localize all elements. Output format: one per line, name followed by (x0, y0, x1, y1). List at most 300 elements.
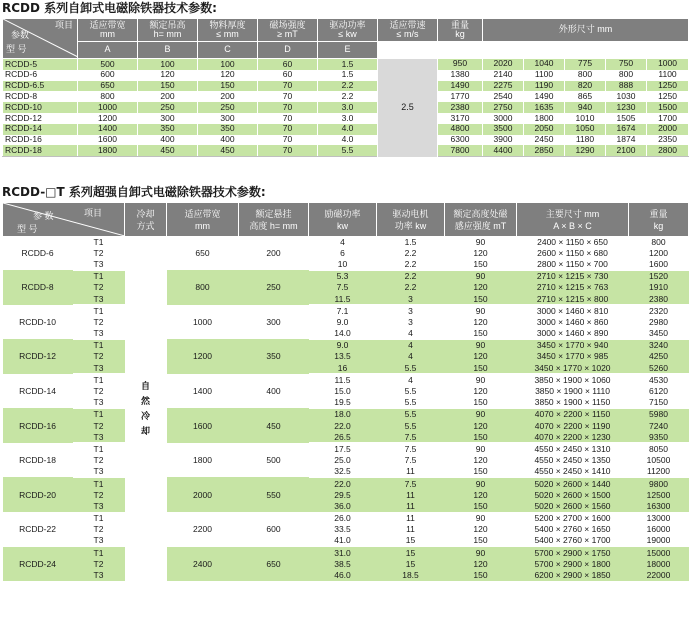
t1-header-dim-e: E (318, 42, 378, 59)
t2-cell-weight: 19000 (629, 535, 689, 547)
t1-cell-field: 70 (258, 135, 318, 146)
t2-cell-dimensions: 5020 × 2600 × 1560 (517, 500, 629, 512)
t1-table-row (3, 91, 689, 102)
t2-cell-induction: 150 (445, 293, 517, 305)
t2-cell-type: T3 (73, 466, 125, 478)
t1-table-row (3, 113, 689, 124)
t2-cell-weight: 16300 (629, 500, 689, 512)
t2-table-row (3, 455, 689, 466)
t2-cell-drive: 4 (377, 328, 445, 340)
t2-table-row (3, 547, 689, 559)
t1-cell-dim-c: 800 (565, 70, 606, 81)
t2-cell-drive: 2.2 (377, 282, 445, 293)
t2-cell-model: RCDD-6 (3, 236, 73, 270)
t2-cell-induction: 120 (445, 558, 517, 569)
t2-table-row (3, 270, 689, 282)
t2-cell-drive: 4 (377, 339, 445, 351)
t2-cell-dimensions: 3850 × 1900 × 1060 (517, 374, 629, 386)
t1-cell-weight: 950 (438, 59, 483, 70)
t2-cell-weight: 9350 (629, 431, 689, 443)
t1-cell-dim-c: 865 (565, 91, 606, 102)
t2-header-height: 额定悬挂 高度 h= mm (239, 203, 309, 236)
t2-cell-height: 350 (239, 339, 309, 374)
t1-cell-weight: 1490 (438, 81, 483, 92)
t2-table-row (3, 524, 689, 535)
t2-cell-drive: 18.5 (377, 569, 445, 581)
t1-cell-weight: 6300 (438, 135, 483, 146)
t1-table-row (3, 81, 689, 92)
t1-header-power: 驱动功率 ≤ kw (318, 19, 378, 42)
t2-cell-excitation: 11.5 (309, 374, 377, 386)
t2-table-row (3, 362, 689, 374)
cooling-char: 自 (140, 380, 150, 391)
t1-cell-power: 3.0 (318, 113, 378, 124)
t2-cell-excitation: 9.0 (309, 316, 377, 327)
t1-table-row (3, 145, 689, 156)
t2-cell-excitation: 32.5 (309, 466, 377, 478)
t2-cell-induction: 90 (445, 270, 517, 282)
t2-cell-drive: 15 (377, 535, 445, 547)
t1-cell-dim-a: 2275 (483, 81, 524, 92)
t2-table-row (3, 408, 689, 420)
t2-cell-induction: 150 (445, 397, 517, 409)
t2-cell-induction: 150 (445, 328, 517, 340)
t2-cell-weight: 8050 (629, 443, 689, 455)
t2-cell-dimensions: 4550 × 2450 × 1310 (517, 443, 629, 455)
t2-cell-induction: 90 (445, 339, 517, 351)
t2-cell-induction: 90 (445, 512, 517, 524)
t2-header-width: 适应带宽 mm (167, 203, 239, 236)
t1-cell-thickness: 200 (198, 91, 258, 102)
t2-cell-width: 1200 (167, 339, 239, 374)
cooling-char: 冷 (140, 410, 150, 421)
t1-cell-thickness: 100 (198, 59, 258, 70)
t2-cell-weight: 3450 (629, 328, 689, 340)
t2-cell-height: 500 (239, 443, 309, 478)
t1-cell-dim-a: 3500 (483, 124, 524, 135)
t1-cell-dim-e: 1000 (647, 59, 689, 70)
t2-cell-weight: 11200 (629, 466, 689, 478)
t2-cell-induction: 150 (445, 258, 517, 270)
t2-cell-type: T3 (73, 569, 125, 581)
t2-table-row (3, 339, 689, 351)
t2-cell-width: 2000 (167, 477, 239, 512)
t2-cell-induction: 120 (445, 385, 517, 396)
t2-cell-weight: 4250 (629, 351, 689, 362)
t1-cell-field: 60 (258, 70, 318, 81)
t1-cell-dim-e: 2000 (647, 124, 689, 135)
t2-table-row (3, 351, 689, 362)
t2-cell-induction: 90 (445, 236, 517, 247)
t2-cell-weight: 1600 (629, 258, 689, 270)
t2-cell-drive: 1.5 (377, 236, 445, 247)
t1-cell-lift: 150 (138, 81, 198, 92)
t2-cell-height: 550 (239, 477, 309, 512)
t2-cell-induction: 90 (445, 305, 517, 317)
t2-cell-type: T2 (73, 385, 125, 396)
t1-cell-dim-d: 1874 (606, 135, 647, 146)
t1-cell-model: RCDD-6.5 (3, 81, 78, 92)
t2-cell-induction: 120 (445, 489, 517, 500)
t2-cell-height: 250 (239, 270, 309, 305)
t2-cell-type: T1 (73, 408, 125, 420)
t2-cell-type: T2 (73, 282, 125, 293)
t2-cell-excitation: 5.3 (309, 270, 377, 282)
t2-cell-excitation: 9.0 (309, 339, 377, 351)
t1-cell-width: 1200 (78, 113, 138, 124)
t2-cell-drive: 7.5 (377, 455, 445, 466)
t2-table-row (3, 316, 689, 327)
t2-table-row (3, 500, 689, 512)
t1-cell-power: 3.0 (318, 102, 378, 113)
t2-cell-dimensions: 3450 × 1770 × 940 (517, 339, 629, 351)
t2-cell-type: T1 (73, 236, 125, 247)
t1-cell-dim-b: 1800 (524, 113, 565, 124)
t2-cell-type: T1 (73, 547, 125, 559)
t2-cell-model: RCDD-14 (3, 374, 73, 409)
t2-cell-excitation: 41.0 (309, 535, 377, 547)
t2-cell-width: 1800 (167, 443, 239, 478)
t2-cell-model: RCDD-20 (3, 477, 73, 512)
t1-cell-thickness: 350 (198, 124, 258, 135)
t2-cell-dimensions: 3000 × 1460 × 810 (517, 305, 629, 317)
t2-cell-excitation: 15.0 (309, 385, 377, 396)
t1-cell-width: 1600 (78, 135, 138, 146)
t2-cell-excitation: 26.5 (309, 431, 377, 443)
t1-cell-dim-c: 1180 (565, 135, 606, 146)
t1-cell-model: RCDD-16 (3, 135, 78, 146)
t1-cell-model: RCDD-10 (3, 102, 78, 113)
t2-cell-model: RCDD-8 (3, 270, 73, 305)
t2-cell-drive: 15 (377, 547, 445, 559)
t2-cell-height: 450 (239, 408, 309, 443)
t2-cell-type: T1 (73, 443, 125, 455)
t2-cell-dimensions: 5400 × 2760 × 1650 (517, 524, 629, 535)
t2-cell-weight: 16000 (629, 524, 689, 535)
rcdd-t-spec-table (2, 203, 689, 582)
t2-cell-drive: 11 (377, 512, 445, 524)
corner-label-item: 项目 (83, 208, 102, 218)
t2-cell-dimensions: 5020 × 2600 × 1500 (517, 489, 629, 500)
t2-cell-weight: 18000 (629, 558, 689, 569)
t1-cell-weight: 7800 (438, 145, 483, 156)
t1-cell-lift: 400 (138, 135, 198, 146)
t2-cell-excitation: 19.5 (309, 397, 377, 409)
t2-cell-type: T3 (73, 431, 125, 443)
t2-cell-model: RCDD-22 (3, 512, 73, 547)
t2-cell-excitation: 11.5 (309, 293, 377, 305)
t1-cell-model: RCDD-18 (3, 145, 78, 156)
t1-cell-weight: 4800 (438, 124, 483, 135)
t2-cell-excitation: 46.0 (309, 569, 377, 581)
t1-cell-dim-e: 1500 (647, 102, 689, 113)
t1-cell-dim-d: 1230 (606, 102, 647, 113)
t2-cell-drive: 7.5 (377, 477, 445, 489)
t2-cell-weight: 1520 (629, 270, 689, 282)
t2-cell-excitation: 7.5 (309, 282, 377, 293)
t2-cell-excitation: 4 (309, 236, 377, 247)
t2-cell-induction: 90 (445, 408, 517, 420)
t2-cell-dimensions: 3000 × 1460 × 860 (517, 316, 629, 327)
t2-cell-weight: 15000 (629, 547, 689, 559)
t2-table-row (3, 489, 689, 500)
t2-cell-drive: 11 (377, 466, 445, 478)
t2-cell-weight: 1200 (629, 247, 689, 258)
rcdd-spec-table (2, 18, 689, 157)
t2-cell-dimensions: 4070 × 2200 × 1150 (517, 408, 629, 420)
t2-table-row (3, 397, 689, 409)
t2-cell-weight: 5260 (629, 362, 689, 374)
t1-cell-thickness: 400 (198, 135, 258, 146)
t2-cell-type: T2 (73, 420, 125, 431)
t1-cell-speed: 2.5 (378, 59, 438, 157)
t2-cell-dimensions: 5020 × 2600 × 1440 (517, 477, 629, 489)
t1-cell-dim-c: 820 (565, 81, 606, 92)
t1-cell-dim-e: 1700 (647, 113, 689, 124)
t2-cell-type: T2 (73, 351, 125, 362)
t2-header-weight: 重量 kg (629, 203, 689, 236)
t1-cell-dim-a: 2140 (483, 70, 524, 81)
t2-cell-dimensions: 5700 × 2900 × 1750 (517, 547, 629, 559)
t2-cell-weight: 7240 (629, 420, 689, 431)
t1-cell-dim-e: 1250 (647, 91, 689, 102)
t1-cell-width: 1400 (78, 124, 138, 135)
t1-cell-model: RCDD-14 (3, 124, 78, 135)
t2-cell-excitation: 17.5 (309, 443, 377, 455)
t2-cell-height: 300 (239, 305, 309, 340)
t1-cell-dim-b: 2450 (524, 135, 565, 146)
t2-cell-type: T3 (73, 328, 125, 340)
t2-cell-model: RCDD-10 (3, 305, 73, 340)
t2-cell-weight: 2980 (629, 316, 689, 327)
t2-table-row (3, 305, 689, 317)
t1-header-width: 适应带宽 mm (78, 19, 138, 42)
t1-cell-power: 2.2 (318, 91, 378, 102)
t2-cell-induction: 150 (445, 500, 517, 512)
t2-cell-induction: 120 (445, 351, 517, 362)
t2-cell-height: 650 (239, 547, 309, 582)
t1-header-weight: 重量 kg (438, 19, 483, 42)
t1-cell-width: 800 (78, 91, 138, 102)
t2-cell-excitation: 22.0 (309, 477, 377, 489)
t1-header-thickness: 物料厚度 ≤ mm (198, 19, 258, 42)
t1-cell-dim-e: 1100 (647, 70, 689, 81)
t2-cell-weight: 5980 (629, 408, 689, 420)
table2-corner-header (3, 203, 125, 236)
t2-cell-drive: 5.5 (377, 397, 445, 409)
t1-header-lift: 额定吊高 h= mm (138, 19, 198, 42)
t2-cell-dimensions: 5700 × 2900 × 1800 (517, 558, 629, 569)
t2-cell-drive: 5.5 (377, 385, 445, 396)
t2-cell-weight: 22000 (629, 569, 689, 581)
t1-cell-field: 70 (258, 145, 318, 156)
t2-cell-type: T3 (73, 500, 125, 512)
t1-cell-dim-a: 2750 (483, 102, 524, 113)
t1-cell-dim-d: 1505 (606, 113, 647, 124)
t1-cell-lift: 300 (138, 113, 198, 124)
t2-cell-dimensions: 2710 × 1215 × 730 (517, 270, 629, 282)
t2-cell-type: T1 (73, 270, 125, 282)
t2-header-dimensions: 主要尺寸 mm A × B × C (517, 203, 629, 236)
t2-table-row (3, 477, 689, 489)
table1-title: RCDD 系列自卸式电磁除铁器技术参数: (2, 1, 217, 15)
t1-cell-field: 70 (258, 91, 318, 102)
t2-cell-weight: 12500 (629, 489, 689, 500)
t1-cell-dim-b: 1190 (524, 81, 565, 92)
t1-cell-dim-c: 775 (565, 59, 606, 70)
t1-cell-dim-d: 1030 (606, 91, 647, 102)
t2-cell-drive: 7.5 (377, 431, 445, 443)
t1-cell-thickness: 300 (198, 113, 258, 124)
t1-cell-dim-b: 1040 (524, 59, 565, 70)
t1-cell-weight: 2380 (438, 102, 483, 113)
t2-cell-dimensions: 2400 × 1150 × 650 (517, 236, 629, 247)
t2-cell-width: 1600 (167, 408, 239, 443)
t2-cell-width: 2400 (167, 547, 239, 582)
t2-cell-drive: 2.2 (377, 270, 445, 282)
t2-table-row (3, 466, 689, 478)
t1-header-dim-d: D (258, 42, 318, 59)
t2-cell-excitation: 13.5 (309, 351, 377, 362)
t1-cell-lift: 350 (138, 124, 198, 135)
t2-cell-width: 650 (167, 236, 239, 270)
t1-cell-lift: 200 (138, 91, 198, 102)
t2-cell-weight: 800 (629, 236, 689, 247)
cooling-char: 却 (140, 425, 150, 436)
t1-cell-thickness: 120 (198, 70, 258, 81)
t2-table-row (3, 247, 689, 258)
t1-cell-model: RCDD-8 (3, 91, 78, 102)
corner-label-model: 型 号 (6, 44, 27, 54)
t2-cell-type: T3 (73, 535, 125, 547)
t1-cell-power: 1.5 (318, 70, 378, 81)
t2-cell-induction: 120 (445, 524, 517, 535)
t2-table-row (3, 258, 689, 270)
t2-header-excitation: 励磁功率 kw (309, 203, 377, 236)
t2-table-row (3, 535, 689, 547)
t2-cell-model: RCDD-16 (3, 408, 73, 443)
t2-cell-drive: 4 (377, 351, 445, 362)
t2-table-row (3, 385, 689, 396)
t2-cell-excitation: 6 (309, 247, 377, 258)
t2-cell-width: 1400 (167, 374, 239, 409)
t2-cell-type: T1 (73, 477, 125, 489)
t2-cell-drive: 11 (377, 524, 445, 535)
t2-cell-type: T2 (73, 247, 125, 258)
t2-cell-excitation: 18.0 (309, 408, 377, 420)
t2-cell-drive: 15 (377, 558, 445, 569)
t2-cell-drive: 11 (377, 489, 445, 500)
t2-cell-induction: 120 (445, 420, 517, 431)
t1-cell-dim-c: 940 (565, 102, 606, 113)
t2-cell-induction: 150 (445, 569, 517, 581)
t2-cell-excitation: 25.0 (309, 455, 377, 466)
t1-cell-dim-d: 1674 (606, 124, 647, 135)
t2-cell-dimensions: 3450 × 1770 × 1020 (517, 362, 629, 374)
t2-cell-drive: 2.2 (377, 247, 445, 258)
t2-cell-dimensions: 3450 × 1770 × 985 (517, 351, 629, 362)
t1-cell-power: 2.2 (318, 81, 378, 92)
t2-cell-cooling (125, 236, 167, 581)
t1-header-speed: 适应带速 ≤ m/s (378, 19, 438, 42)
t1-header-field: 磁场强度 ≥ mT (258, 19, 318, 42)
t2-cell-induction: 150 (445, 431, 517, 443)
t2-cell-induction: 120 (445, 247, 517, 258)
t1-cell-dim-b: 1100 (524, 70, 565, 81)
t2-cell-model: RCDD-12 (3, 339, 73, 374)
t1-cell-width: 1000 (78, 102, 138, 113)
t2-cell-weight: 3240 (629, 339, 689, 351)
t2-cell-drive: 11 (377, 500, 445, 512)
t2-table-row (3, 420, 689, 431)
t2-cell-excitation: 26.0 (309, 512, 377, 524)
t2-table-row (3, 431, 689, 443)
t1-cell-dim-b: 1490 (524, 91, 565, 102)
t2-cell-drive: 3 (377, 316, 445, 327)
t1-cell-power: 1.5 (318, 59, 378, 70)
t2-cell-width: 1000 (167, 305, 239, 340)
t2-cell-excitation: 14.0 (309, 328, 377, 340)
t2-cell-induction: 150 (445, 362, 517, 374)
t1-cell-width: 600 (78, 70, 138, 81)
t2-cell-type: T1 (73, 305, 125, 317)
t1-cell-dim-e: 2800 (647, 145, 689, 156)
t2-cell-dimensions: 2710 × 1215 × 763 (517, 282, 629, 293)
t2-cell-dimensions: 5400 × 2760 × 1700 (517, 535, 629, 547)
t1-cell-field: 70 (258, 113, 318, 124)
table2-title: RCDD-□T 系列超强自卸式电磁除铁器技术参数: (2, 185, 266, 199)
t1-table-row (3, 70, 689, 81)
t1-cell-dim-b: 1635 (524, 102, 565, 113)
t2-cell-induction: 90 (445, 374, 517, 386)
t1-cell-dim-a: 4400 (483, 145, 524, 156)
t2-cell-induction: 150 (445, 535, 517, 547)
t1-cell-field: 60 (258, 59, 318, 70)
t2-cell-induction: 150 (445, 466, 517, 478)
t1-table-row (3, 59, 689, 70)
t1-cell-model: RCDD-5 (3, 59, 78, 70)
t1-cell-power: 4.0 (318, 124, 378, 135)
t2-table-row (3, 569, 689, 581)
t2-cell-dimensions: 3000 × 1460 × 890 (517, 328, 629, 340)
t2-cell-weight: 2320 (629, 305, 689, 317)
t1-cell-field: 70 (258, 102, 318, 113)
t2-cell-drive: 3 (377, 305, 445, 317)
t2-cell-induction: 120 (445, 455, 517, 466)
t2-cell-model: RCDD-18 (3, 443, 73, 478)
t2-cell-induction: 120 (445, 282, 517, 293)
t2-cell-type: T3 (73, 362, 125, 374)
t2-cell-dimensions: 6200 × 2900 × 1850 (517, 569, 629, 581)
t1-header-dim-b: B (138, 42, 198, 59)
t2-cell-type: T1 (73, 374, 125, 386)
t2-cell-excitation: 36.0 (309, 500, 377, 512)
t1-cell-dim-e: 1250 (647, 81, 689, 92)
t2-cell-drive: 4 (377, 374, 445, 386)
t2-cell-excitation: 7.1 (309, 305, 377, 317)
t2-cell-drive: 2.2 (377, 258, 445, 270)
t2-cell-excitation: 29.5 (309, 489, 377, 500)
t2-cell-dimensions: 2800 × 1150 × 700 (517, 258, 629, 270)
t1-cell-lift: 250 (138, 102, 198, 113)
t2-cell-height: 200 (239, 236, 309, 270)
t2-table-row (3, 443, 689, 455)
t2-cell-induction: 90 (445, 547, 517, 559)
t2-table-row (3, 512, 689, 524)
t1-cell-weight: 1380 (438, 70, 483, 81)
t1-cell-dim-a: 3000 (483, 113, 524, 124)
t1-cell-field: 70 (258, 81, 318, 92)
